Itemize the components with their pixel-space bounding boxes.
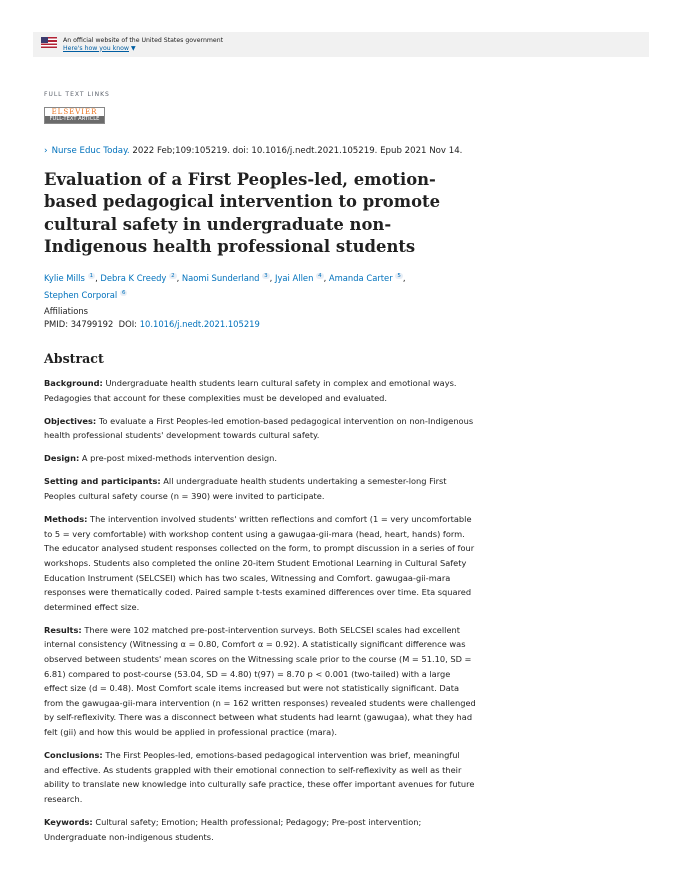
- abstract-methods: Methods: The intervention involved students' written reflections and comfort (1 = very uncomfortable to 5 = very comfortable) with workshop content using a gawugaa-gii-mara (head, heart, hands) form. The educator analysed student responses collected on the form, to prompt discussion in a series of four workshops. Students also completed the online 20-item Student Emotional Learning in Cultural Safety Education Instrument (SELCSEI) which has two scales, Witnessing and Comfort. gawugaa-gii-mara responses were thematically coded. Paired sample t-tests examined differences over time. Eta squared determined effect size.: [44, 514, 475, 612]
- author-link[interactable]: Debra K Creedy $^2$: [100, 272, 175, 283]
- elsevier-full-text-link[interactable]: [44, 107, 105, 124]
- abstract-results: Results: There were 102 matched pre-post-intervention surveys. Both SELCSEI scales had excellent internal consistency (Witnessing α = 0.80, Comfort α = 0.92). A statistically significant difference was observed between students' mean scores on the Witnessing scale prior to the course (M = 51.10, SD = 6.81) compared to post-course (53.04, SD = 4.80) t(97) = 8.70 p < 0.001 (two-tailed) with a large effect size (d = 0.48). Most Comfort scale items increased but were not statistically significant. Data from the gawugaa-gii-mara intervention (n = 162 written responses) revealed students were challenged by self-reflexivity. There was a disconnect between what students had learnt (gawugaa), what they had felt (gii) and how this would be applied in professional practice (mara).: [44, 624, 476, 737]
- gov-banner-text-block: [63, 37, 223, 52]
- abstract-background: Background: Undergraduate health students learn cultural safety in complex and emotional ways. Pedagogies that account for these complexities must be developed and evaluated.: [44, 378, 457, 403]
- chevron-down-icon[interactable]: ▼: [131, 44, 136, 52]
- publisher-logo-text[interactable]: ELSEVIER: [51, 108, 98, 116]
- journal-link[interactable]: Nurse Educ Today.: [51, 146, 130, 156]
- author-link[interactable]: Stephen Corporal $^6$: [44, 289, 126, 300]
- doi-link[interactable]: 10.1016/j.nedt.2021.105219: [139, 319, 260, 329]
- doi-label: DOI:: [118, 319, 138, 329]
- author-link[interactable]: Amanda Carter $^5$: [328, 272, 401, 283]
- article-title: Evaluation of a First Peoples-led, emotion-based pedagogical intervention to promote cultural safety in undergraduate non-Indigenous health professional students: [44, 170, 441, 256]
- citation: [44, 146, 462, 156]
- abstract-heading: Abstract: [44, 351, 104, 366]
- gov-banner-text: An official website of the United States government: [63, 37, 224, 44]
- author-link[interactable]: Jyai Allen $^4$: [275, 272, 322, 283]
- gov-banner-link-row[interactable]: [63, 45, 223, 53]
- us-flag-icon: [41, 37, 57, 48]
- author-list: Kylie Mills $^1$ , Debra K Creedy $^2$ , Naomi Sunderland $^3$ , Jyai Allen $^4$ , Amanda Carter $^5$ , Stephen Corporal $^6$: [44, 272, 406, 300]
- author-link[interactable]: Kylie Mills $^1$: [44, 272, 94, 283]
- citation-details: 2022 Feb;109:105219. doi: 10.1016/j.nedt.2021.105219. Epub 2021 Nov 14.: [132, 146, 463, 156]
- abstract-setting: Setting and participants: All undergraduate health students undertaking a semester-long First Peoples cultural safety course (n = 390) were invited to participate.: [44, 476, 447, 502]
- heres-how-you-know-link[interactable]: Here's how you know: [63, 44, 129, 52]
- gov-banner: [33, 32, 649, 57]
- chevron-right-icon[interactable]: ›: [44, 146, 48, 156]
- abstract-keywords: Keywords: Cultural safety; Emotion; Health professional; Pedagogy; Pre-post intervention; Undergraduate non-indigenous students.: [44, 816, 422, 842]
- pmid-value: 34799192: [70, 319, 114, 329]
- full-text-links-label: FULL TEXT LINKS: [44, 91, 110, 98]
- abstract-design: Design: A pre-post mixed-methods intervention design.: [44, 453, 277, 464]
- publisher-logo-subtext[interactable]: FULL-TEXT ARTICLE: [45, 116, 104, 123]
- author-link[interactable]: Naomi Sunderland $^3$: [181, 272, 268, 283]
- identifiers: [44, 319, 260, 329]
- abstract-objectives: Objectives: To evaluate a First Peoples-led emotion-based pedagogical intervention on non-Indigenous health professional students' development towards cultural safety.: [44, 415, 474, 441]
- pmid-label: PMID:: [44, 319, 69, 329]
- abstract-body: [44, 376, 476, 853]
- affiliations-toggle[interactable]: Affiliations: [44, 306, 89, 316]
- abstract-conclusions: Conclusions: The First Peoples-led, emotions-based pedagogical intervention was brief, meaningful and effective. As students grappled with their emotional connection to self-reflexivity as well as their ability to translate new knowledge into culturally safe practice, these offer important avenues for future research.: [44, 750, 475, 804]
